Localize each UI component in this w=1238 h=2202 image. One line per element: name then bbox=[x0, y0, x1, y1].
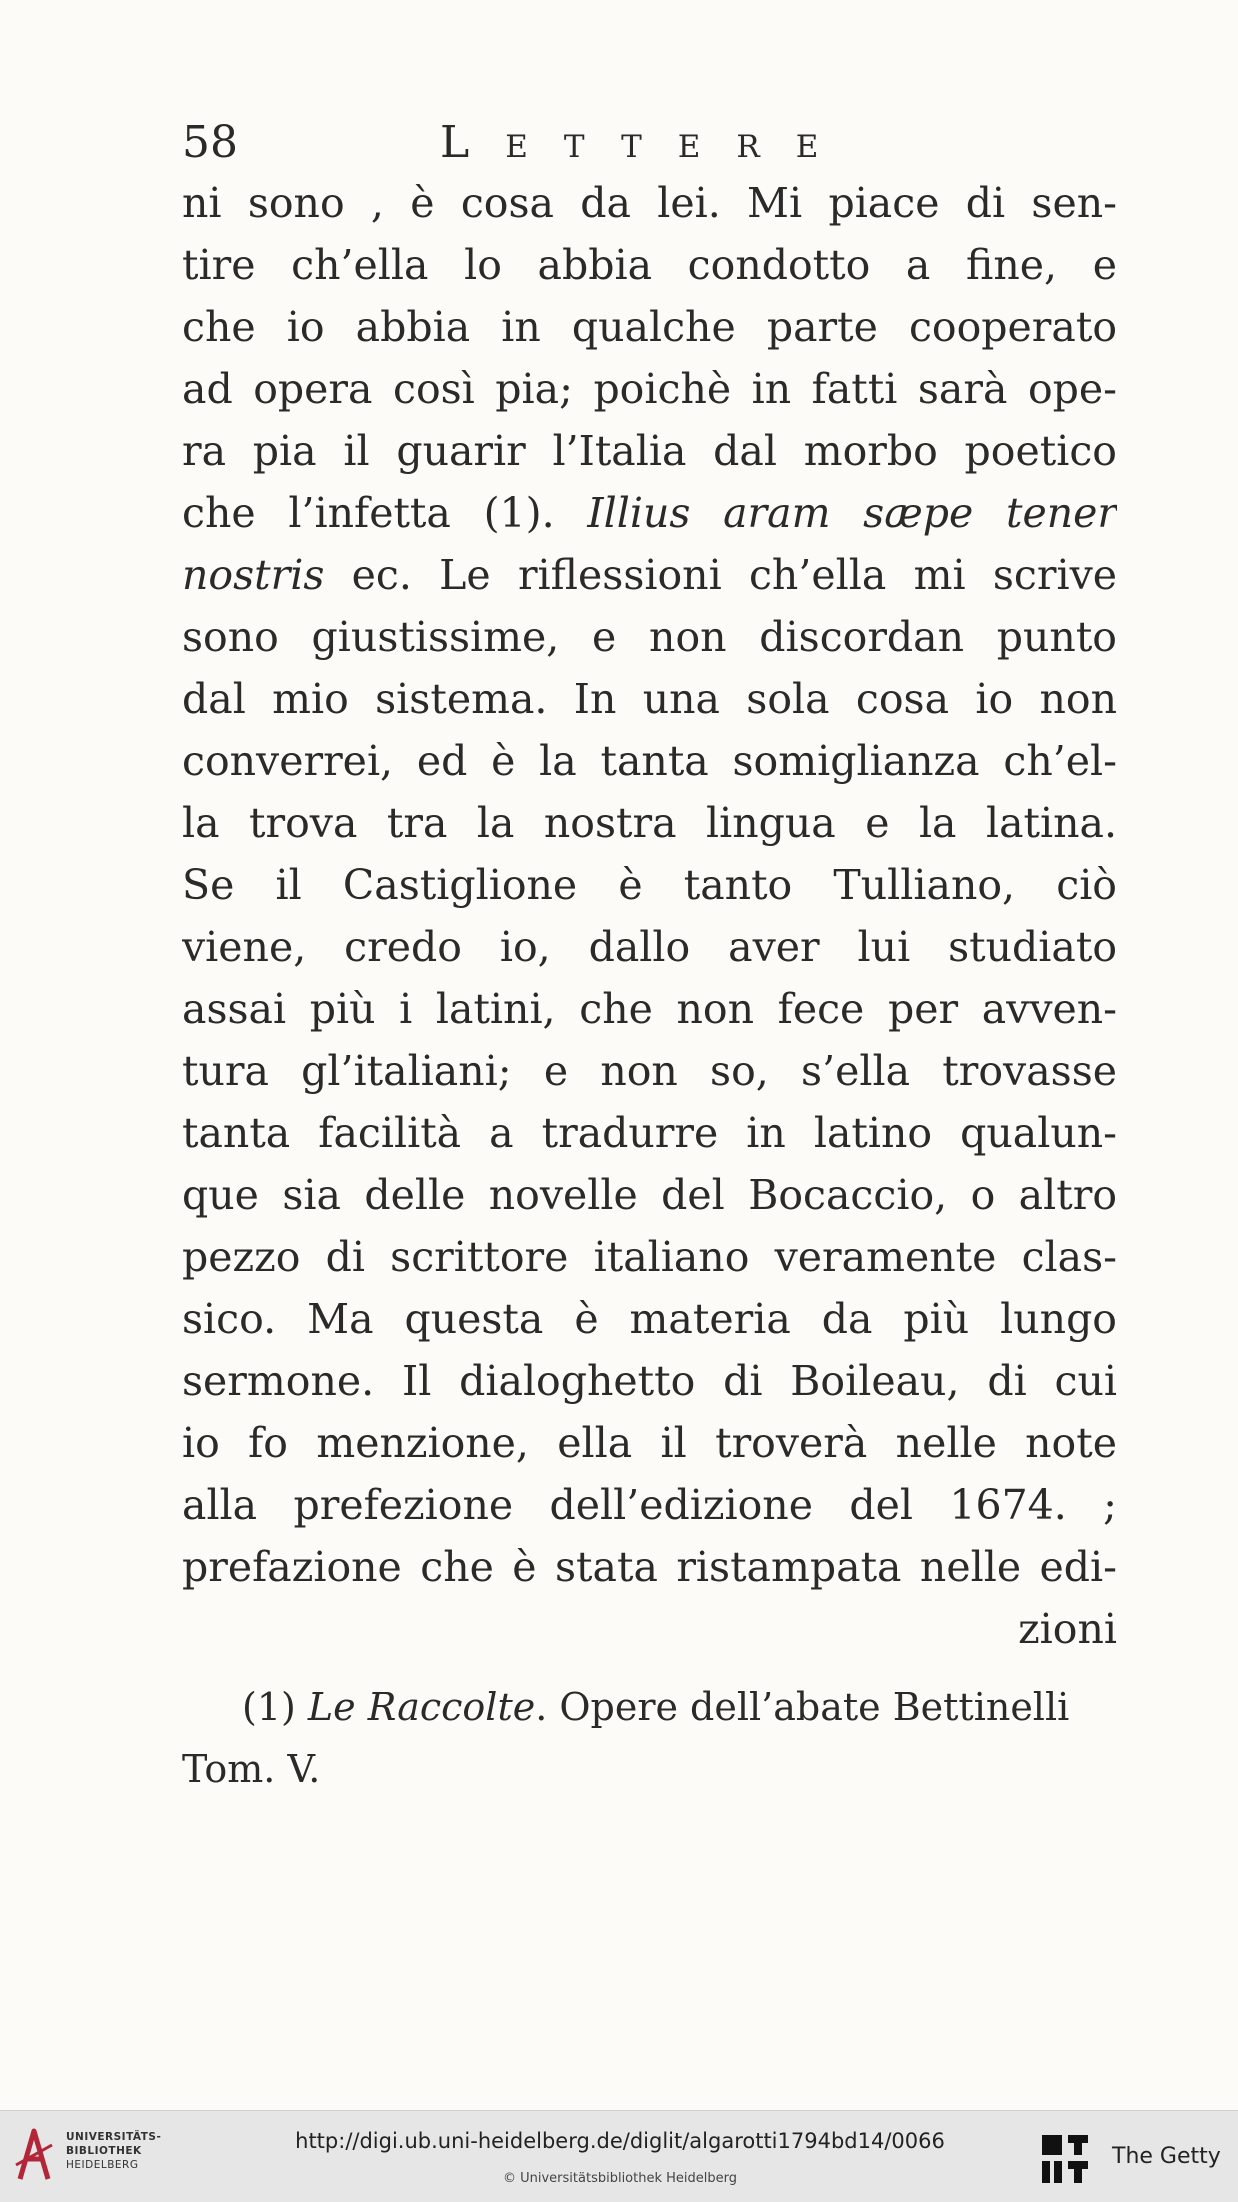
text-line bbox=[182, 606, 1117, 668]
text-segment: pezzo di scrittore italiano veramente clas- bbox=[182, 1233, 1117, 1281]
permalink-url[interactable]: http://digi.ub.uni-heidelberg.de/diglit/algarotti1794bd14/0066 bbox=[295, 2129, 945, 2153]
text-line bbox=[182, 296, 1117, 358]
text-segment: ec. Le riflessioni ch’ella mi scrive bbox=[324, 551, 1117, 599]
text-segment: sono giustissime, e non discordan punto bbox=[182, 613, 1117, 661]
text-segment: Illius aram sæpe tener bbox=[587, 489, 1117, 537]
text-segment: io fo menzione, ella il troverà nelle note bbox=[182, 1419, 1117, 1467]
text-line bbox=[182, 482, 1117, 544]
text-segment: sico. Ma questa è materia da più lungo bbox=[182, 1295, 1117, 1343]
text-segment: ni sono , è cosa da lei. Mi piace di sen- bbox=[182, 179, 1117, 227]
text-segment: que sia delle novelle del Bocaccio, o altro bbox=[182, 1171, 1117, 1219]
text-segment: viene, credo io, dallo aver lui studiato bbox=[182, 923, 1117, 971]
text-line bbox=[182, 172, 1117, 234]
text-line bbox=[182, 234, 1117, 296]
text-segment: tanta facilità a tradurre in latino qualun- bbox=[182, 1109, 1117, 1157]
library-name: UNIVERSITÄTS- BIBLIOTHEK HEIDELBERG bbox=[66, 2131, 162, 2171]
footnote-title: Le Raccolte bbox=[307, 1685, 536, 1729]
text-line bbox=[182, 854, 1117, 916]
text-segment: Se il Castiglione è tanto Tulliano, ciò bbox=[182, 861, 1117, 909]
text-line bbox=[182, 1164, 1117, 1226]
text-line bbox=[182, 358, 1117, 420]
text-segment: sermone. Il dialoghetto di Boileau, di cui bbox=[182, 1357, 1117, 1405]
text-segment: tire ch’ella lo abbia condotto a fine, e bbox=[182, 241, 1117, 289]
text-segment: che io abbia in qualche parte cooperato bbox=[182, 303, 1117, 351]
text-line bbox=[182, 1040, 1117, 1102]
text-line bbox=[182, 420, 1117, 482]
getty-logo-icon bbox=[1040, 2133, 1092, 2185]
viewer-footer bbox=[0, 2110, 1238, 2202]
text-segment: prefazione che è stata ristampata nelle edi- bbox=[182, 1543, 1117, 1591]
text-segment: dal mio sistema. In una sola cosa io non bbox=[182, 675, 1117, 723]
footnote-line-2: Tom. V. bbox=[182, 1747, 321, 1791]
text-line bbox=[182, 1102, 1117, 1164]
text-segment: tura gl’italiani; e non so, s’ella trovasse bbox=[182, 1047, 1117, 1095]
text-line bbox=[182, 1598, 1117, 1660]
page-header bbox=[182, 108, 1132, 178]
text-line bbox=[182, 916, 1117, 978]
page-number: 58 bbox=[182, 117, 238, 168]
running-head: Lettere bbox=[440, 117, 855, 168]
text-line bbox=[182, 792, 1117, 854]
text-segment: nostris bbox=[182, 551, 325, 599]
text-line bbox=[182, 730, 1117, 792]
text-line bbox=[182, 1412, 1117, 1474]
text-segment: che l’infetta (1). bbox=[182, 489, 588, 537]
text-segment: converrei, ed è la tanta somiglianza ch’el- bbox=[182, 737, 1117, 785]
copyright-notice: © Universitätsbibliothek Heidelberg bbox=[502, 2171, 737, 2186]
footnote bbox=[182, 1676, 1172, 1800]
text-segment: zioni bbox=[1018, 1605, 1117, 1653]
text-segment: ad opera così pia; poichè in fatti sarà ope- bbox=[182, 365, 1117, 413]
text-segment: assai più i latini, che non fece per avven- bbox=[182, 985, 1117, 1033]
getty-partner-name: The Getty bbox=[1112, 2144, 1221, 2169]
university-library-logo-icon bbox=[14, 2125, 54, 2185]
text-line bbox=[182, 978, 1117, 1040]
text-line bbox=[182, 1226, 1117, 1288]
text-segment: ra pia il guarir l’Italia dal morbo poetico bbox=[182, 427, 1117, 475]
text-line bbox=[182, 1350, 1117, 1412]
text-line bbox=[182, 1474, 1117, 1536]
text-line bbox=[182, 544, 1117, 606]
text-line bbox=[182, 1536, 1117, 1598]
text-line bbox=[182, 1288, 1117, 1350]
footnote-text: . Opere dell’abate Bettinelli bbox=[535, 1685, 1070, 1729]
body-text bbox=[182, 172, 1117, 1660]
text-segment: la trova tra la nostra lingua e la latina. bbox=[182, 799, 1117, 847]
footnote-marker: (1) bbox=[242, 1685, 308, 1729]
text-segment: alla prefezione dell’edizione del 1674. ; bbox=[182, 1481, 1117, 1529]
text-line bbox=[182, 668, 1117, 730]
